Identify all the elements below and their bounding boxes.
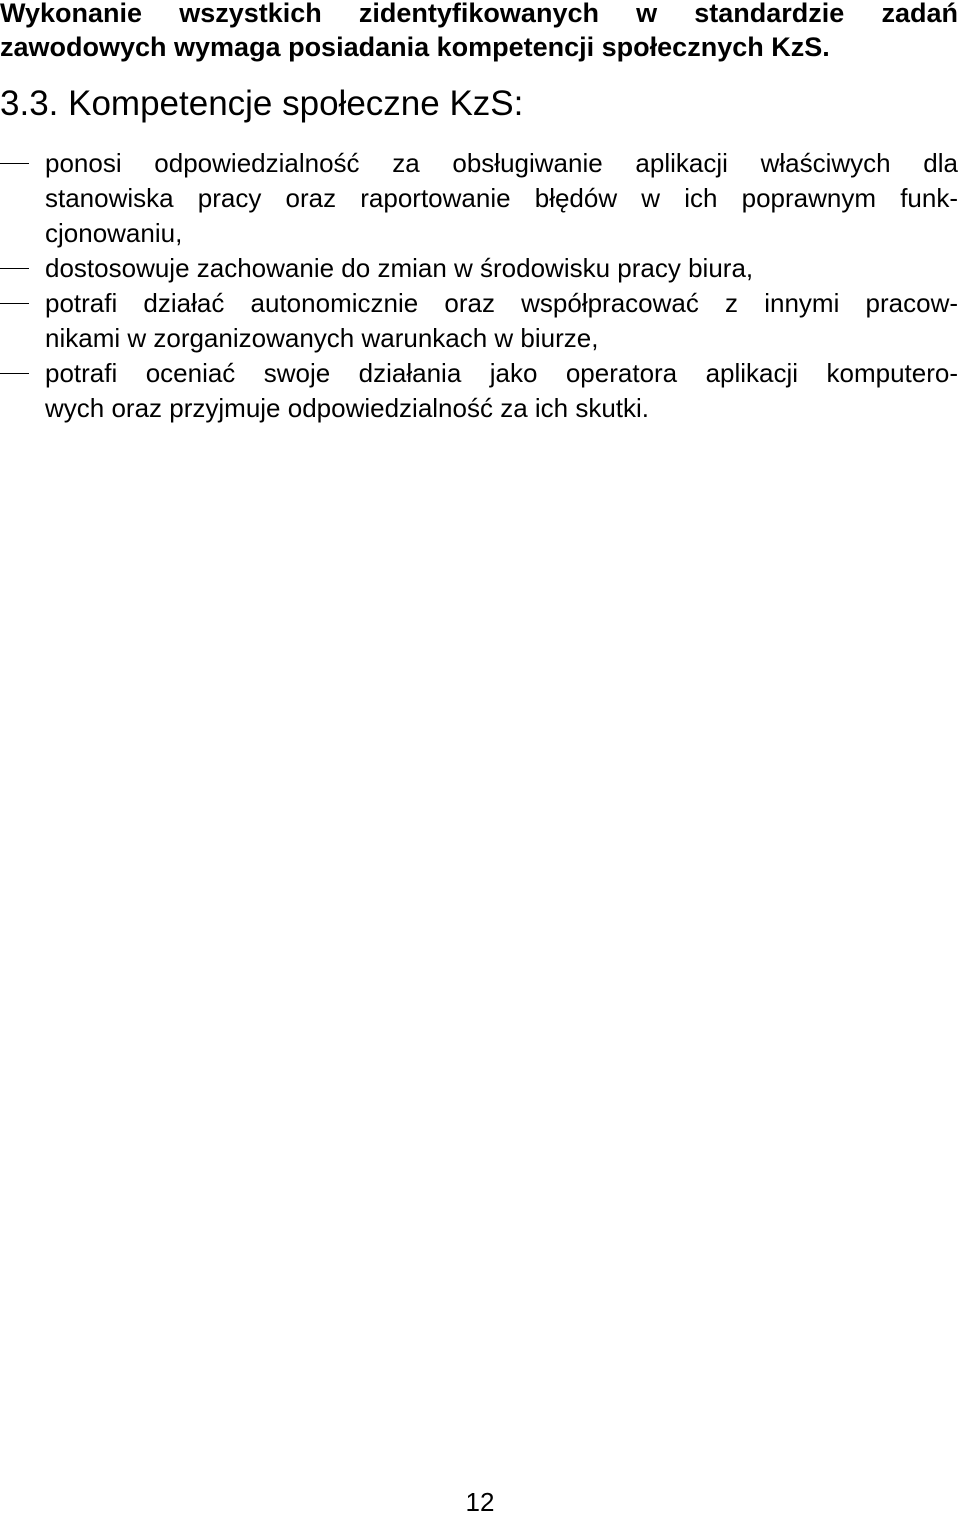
page-number: 12 — [465, 1487, 495, 1517]
competence-list — [0, 146, 960, 426]
dash-bullet-icon — [0, 303, 29, 304]
intro-line-2: zawodowych wymaga posiadania kompetencji społecznych KzS. — [0, 32, 830, 62]
list-item — [0, 356, 960, 426]
list-item-line: cjonowaniu, — [45, 218, 183, 248]
list-item-line: potrafi działać autonomicznie oraz współpracować z innymi pracow- — [45, 288, 958, 318]
dash-bullet-icon — [0, 373, 29, 374]
list-item-line: dostosowuje zachowanie do zmian w środowisku pracy biura, — [45, 253, 754, 283]
list-item — [0, 251, 960, 286]
dash-bullet-icon — [0, 268, 29, 269]
dash-bullet-icon — [0, 163, 29, 164]
section-heading: 3.3. Kompetencje społeczne KzS: — [0, 84, 524, 123]
list-item-line: stanowiska pracy oraz raportowanie błędów w ich poprawnym funk- — [45, 183, 958, 213]
list-item-line: nikami w zorganizowanych warunkach w biurze, — [45, 323, 599, 353]
list-item — [0, 286, 960, 356]
list-item-line: potrafi oceniać swoje działania jako operatora aplikacji komputero- — [45, 358, 958, 388]
list-item-line: ponosi odpowiedzialność za obsługiwanie aplikacji właściwych dla — [45, 148, 958, 178]
intro-paragraph — [0, 0, 958, 64]
list-item — [0, 146, 960, 251]
intro-line-1: Wykonanie wszystkich zidentyfikowanych w standardzie zadań — [0, 0, 958, 28]
list-item-line: wych oraz przyjmuje odpowiedzialność za ich skutki. — [45, 393, 650, 423]
